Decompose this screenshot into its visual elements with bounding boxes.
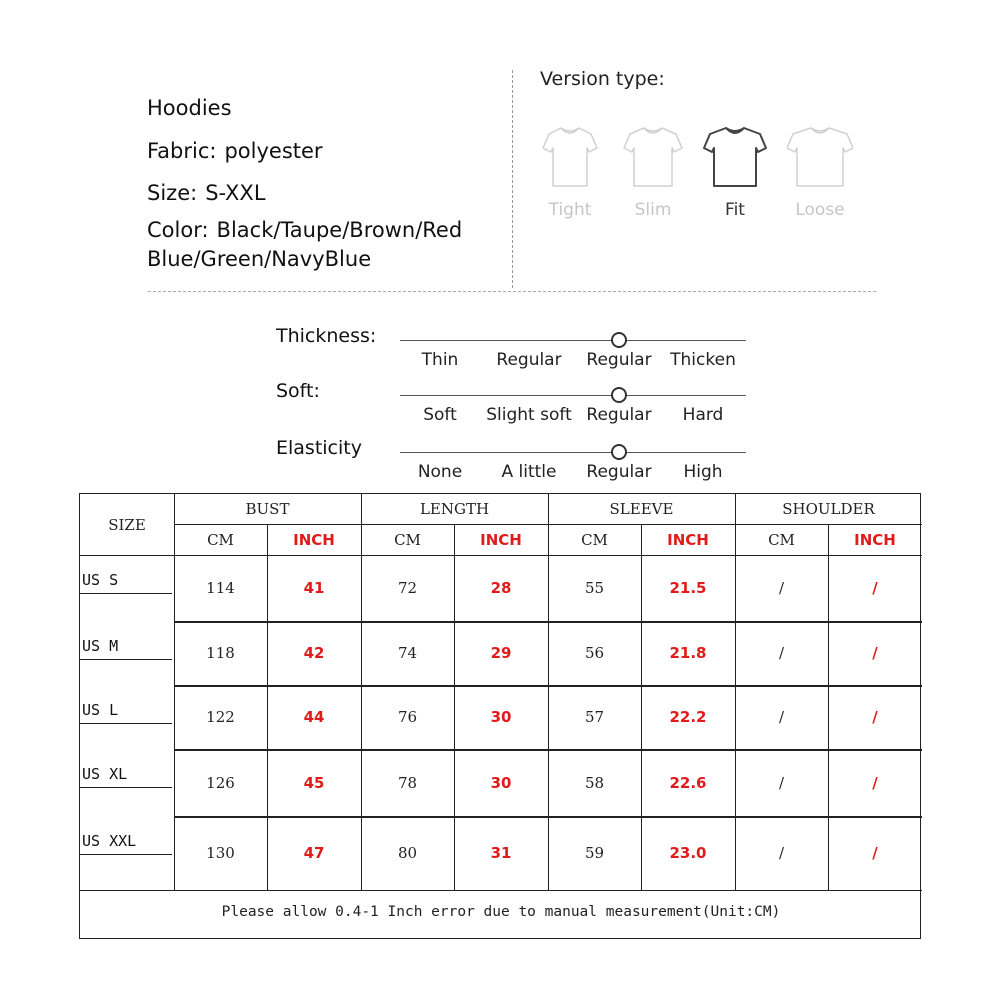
version-type-label: Loose [795, 200, 845, 220]
scale-title: Thickness: [276, 325, 377, 347]
tshirt-icon [620, 122, 686, 192]
cm-value: 76 [397, 708, 418, 726]
cm-value: 126 [206, 773, 235, 792]
grid-line [80, 555, 922, 556]
scale-option: Regular [496, 350, 562, 370]
group-header: SLEEVE [609, 500, 674, 518]
unit-header-inch: INCH [854, 530, 896, 549]
size-label: US XL [82, 765, 128, 783]
cm-value: 72 [397, 579, 418, 597]
tshirt-icon [787, 122, 853, 192]
horizontal-divider [148, 291, 876, 292]
inch-value: / [872, 773, 878, 792]
scale-option: High [683, 462, 723, 482]
scale-marker [611, 387, 627, 403]
cm-value: 59 [584, 844, 605, 862]
size-label: US XXL [82, 832, 137, 850]
tshirt-icon [702, 122, 768, 192]
grid-line [454, 524, 455, 890]
inch-value: 30 [490, 773, 512, 792]
cm-value: / [778, 844, 785, 862]
unit-header-cm: CM [207, 530, 234, 549]
size-label-underline [80, 854, 172, 855]
fabric-value: polyester [224, 139, 323, 163]
grid-line [267, 524, 268, 890]
grid-line [641, 524, 642, 890]
inch-value: 29 [490, 644, 512, 662]
scale-option: Regular [586, 350, 652, 370]
scale-option: Regular [586, 405, 652, 425]
grid-line [174, 494, 175, 890]
version-type-label: Slim [634, 200, 672, 220]
cm-value: 58 [584, 773, 605, 792]
size-row [147, 181, 266, 205]
color-row [147, 218, 462, 242]
cm-value: / [778, 644, 785, 662]
product-name: Hoodies [147, 96, 232, 120]
cm-value: 57 [584, 708, 605, 726]
cm-value: / [778, 708, 785, 726]
inch-value: 30 [490, 708, 512, 726]
size-label-underline [80, 659, 172, 660]
size-label: US S [82, 571, 119, 589]
color-value-line2: Blue/Green/NavyBlue [147, 247, 372, 271]
group-header: SHOULDER [782, 500, 875, 518]
scale-track [400, 452, 746, 453]
inch-value: 22.2 [669, 708, 707, 726]
unit-header-inch: INCH [480, 530, 522, 549]
scale-title: Soft: [276, 380, 320, 402]
inch-value: 28 [490, 579, 512, 597]
grid-line [361, 494, 362, 890]
cm-value: 56 [584, 644, 605, 662]
inch-value: 44 [303, 708, 325, 726]
cm-value: / [778, 773, 785, 792]
cm-value: 55 [584, 579, 605, 597]
scale-option: Thicken [670, 350, 736, 370]
group-header: BUST [245, 500, 290, 518]
grid-line [735, 494, 736, 890]
size-label-underline [80, 723, 172, 724]
group-header: LENGTH [419, 500, 490, 518]
inch-value: 21.8 [669, 644, 707, 662]
inch-value: 21.5 [669, 579, 707, 597]
grid-line [828, 524, 829, 890]
scale-marker [611, 444, 627, 460]
scale-marker [611, 332, 627, 348]
size-label: Size: [147, 181, 198, 205]
color-label: Color: [147, 218, 209, 242]
scale-option: Hard [682, 405, 724, 425]
unit-header-inch: INCH [667, 530, 709, 549]
tshirt-icon [537, 122, 603, 192]
fabric-label: Fabric: [147, 139, 217, 163]
scale-option: None [417, 462, 463, 482]
scale-option: Slight soft [486, 405, 572, 425]
unit-header-cm: CM [581, 530, 608, 549]
inch-value: 31 [490, 844, 512, 862]
size-chart-table [79, 493, 921, 939]
inch-value: / [872, 844, 878, 862]
inch-value: 42 [303, 644, 325, 662]
size-header: SIZE [108, 515, 146, 534]
cm-value: 78 [397, 773, 418, 792]
cm-value: 122 [206, 708, 235, 726]
cm-value: 80 [397, 844, 418, 862]
inch-value: 41 [303, 579, 325, 597]
scale-option: Soft [423, 405, 457, 425]
scale-track [400, 340, 746, 341]
inch-value: / [872, 579, 878, 597]
unit-header-cm: CM [768, 530, 795, 549]
cm-value: 114 [206, 579, 235, 597]
color-value-line1: Black/Taupe/Brown/Red [216, 218, 463, 242]
inch-value: 45 [303, 773, 325, 792]
size-label: US L [82, 701, 119, 719]
scale-title: Elasticity [276, 437, 362, 459]
scale-option: A little [501, 462, 557, 482]
scale-option: Thin [421, 350, 459, 370]
version-type-label: Tight [548, 200, 592, 220]
grid-line [548, 494, 549, 890]
inch-value: 23.0 [669, 844, 707, 862]
version-type-label: Fit [725, 200, 745, 220]
inch-value: / [872, 708, 878, 726]
cm-value: 118 [206, 644, 235, 662]
grid-line [80, 890, 922, 891]
version-type-title: Version type: [540, 68, 665, 90]
vertical-divider [512, 70, 513, 288]
size-label-underline [80, 787, 172, 788]
scale-track [400, 395, 746, 396]
cm-value: 74 [397, 644, 418, 662]
cm-value: / [778, 579, 785, 597]
size-label: US M [82, 637, 119, 655]
size-label-underline [80, 593, 172, 594]
inch-value: / [872, 644, 878, 662]
unit-header-inch: INCH [293, 530, 335, 549]
unit-header-cm: CM [394, 530, 421, 549]
scale-option: Regular [586, 462, 652, 482]
fabric-row [147, 139, 323, 163]
inch-value: 47 [303, 844, 325, 862]
inch-value: 22.6 [669, 773, 707, 792]
size-value: S-XXL [205, 181, 266, 205]
cm-value: 130 [206, 844, 235, 862]
measurement-note: Please allow 0.4-1 Inch error due to manual measurement(Unit:CM) [221, 904, 781, 920]
